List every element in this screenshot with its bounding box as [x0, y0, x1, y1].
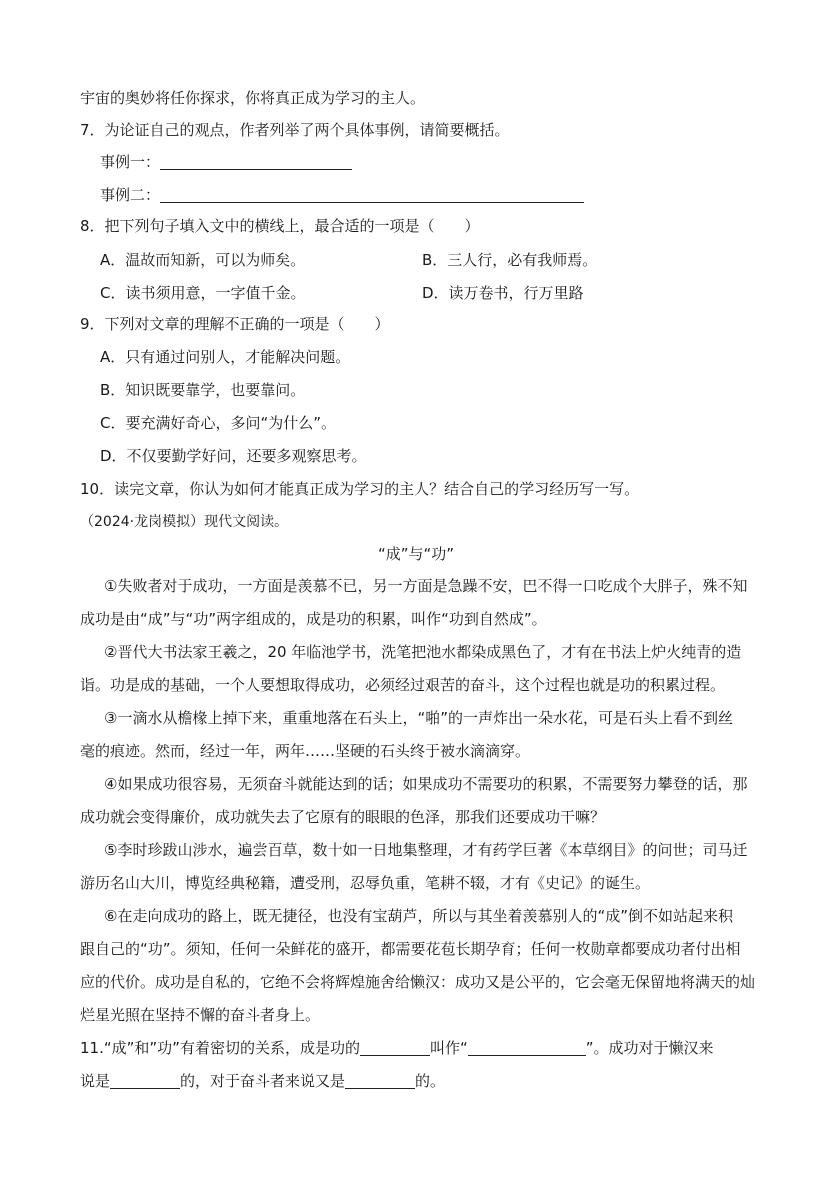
q8-option-c: C．读书须用意，一字值千金。 — [100, 284, 306, 302]
q11-text: 说是 — [80, 1072, 111, 1090]
passage-line: ⑥在走向成功的路上，既无捷径，也没有宝葫芦，所以与其坐着羡慕别人的“成”倒不如站起来积 — [104, 907, 733, 925]
q11-blank-2[interactable] — [468, 1039, 586, 1056]
q11-blank-4[interactable] — [345, 1072, 415, 1089]
q11-line1 — [80, 1038, 714, 1058]
q10-stem: 10．读完文章，你认为如何才能真正成为学习的主人？结合自己的学习经历写一写。 — [80, 480, 640, 498]
q11-text: 的。 — [415, 1072, 446, 1090]
passage-line: 诣。功是成的基础，一个人要想取得成功，必须经过艰苦的奋斗，这个过程也就是功的积累过程。 — [80, 676, 726, 694]
intro-tail: 宇宙的奥妙将任你探求，你将真正成为学习的主人。 — [80, 89, 426, 107]
example2-answer-blank[interactable] — [160, 186, 584, 203]
q9-option-b: B．知识既要靠学，也要靠问。 — [100, 381, 306, 399]
passage-line: 应的代价。成功是自私的，它绝不会将辉煌施舍给懒汉：成功又是公平的，它会毫无保留地将满天的灿 — [80, 973, 756, 991]
passage-title: “成”与“功” — [377, 545, 455, 563]
q9-option-c: C．要充满好奇心，多问“为什么”。 — [100, 414, 337, 432]
passage-line: 成功就会变得廉价，成功就失去了它原有的眼眼的色泽，那我们还要成功干嘛？ — [80, 808, 606, 826]
example2-label: 事例二： — [100, 186, 161, 204]
q8-stem: 8．把下列句子填入文中的横线上，最合适的一项是（ ） — [80, 217, 480, 235]
q11-blank-1[interactable] — [360, 1039, 430, 1056]
passage-line: 跟自己的“功”。须知，任何一朵鲜花的盛开，都需要花苞长期孕育；任何一枚勋章都要成功者付出相 — [80, 940, 741, 958]
q8-option-b: B．三人行，必有我师焉。 — [422, 251, 598, 269]
q7-example1 — [100, 152, 352, 172]
q11-text: 的，对于奋斗者来说又是 — [180, 1072, 346, 1090]
q11-text: 叫作“ — [429, 1039, 468, 1057]
passage-line: ④如果成功很容易，无须奋斗就能达到的话；如果成功不需要功的积累，不需要努力攀登的话，那 — [104, 775, 748, 793]
q9-stem: 9．下列对文章的理解不正确的一项是（ ） — [80, 315, 390, 333]
q9-option-a: A．只有通过问别人，才能解决问题。 — [100, 348, 351, 366]
q11-text: ”。成功对于懒汉来 — [585, 1039, 714, 1057]
passage-line: ⑤李时珍跋山涉水，遍尝百草，数十如一日地集整理，才有药学巨著《本草纲目》的问世；司马迁 — [104, 841, 748, 859]
passage-line: ③一滴水从檐椽上掉下来，重重地落在石头上，“啪”的一声炸出一朵水花，可是石头上看不到丝 — [104, 709, 733, 727]
example1-answer-blank[interactable] — [160, 153, 352, 170]
passage-line: 成功是由“成”与“功”两字组成的，成是功的积累，叫作“功到自然成”。 — [80, 610, 547, 628]
passage-line: 毫的痕迹。然而，经过一年，两年……坚硬的石头终于被水滴滴穿。 — [80, 742, 531, 760]
q8-option-a: A．温故而知新，可以为师矣。 — [100, 251, 306, 269]
q11-text: 11.“成”和”功”有着密切的关系，成是功的 — [80, 1039, 360, 1057]
q7-stem: 7．为论证自己的观点，作者列举了两个具体事例，请简要概括。 — [80, 121, 510, 139]
q9-option-d: D．不仅要勤学好问，还要多观察思考。 — [100, 447, 367, 465]
passage-line: ②晋代大书法家王羲之，20 年临池学书，洗笔把池水都染成黑色了，才有在书法上炉火纯青的造 — [104, 643, 742, 661]
q11-blank-3[interactable] — [110, 1072, 180, 1089]
passage-line: ①失败者对于成功，一方面是羡慕不已，另一方面是急躁不安，巴不得一口吃成个大胖子，殊不知 — [104, 577, 748, 595]
passage-line: 游历名山大川，博览经典秘籍，遭受刑，忍辱负重，笔耕不辍，才有《史记》的诞生。 — [80, 874, 651, 892]
passage-line: 烂星光照在坚持不懈的奋斗者身上。 — [80, 1006, 321, 1024]
example1-label: 事例一： — [100, 153, 161, 171]
q8-option-d: D．读万卷书，行万里路 — [422, 284, 584, 302]
q7-example2 — [100, 185, 584, 205]
passage-source: （2024·龙岗模拟）现代文阅读。 — [80, 514, 289, 530]
q11-line2 — [80, 1071, 445, 1091]
